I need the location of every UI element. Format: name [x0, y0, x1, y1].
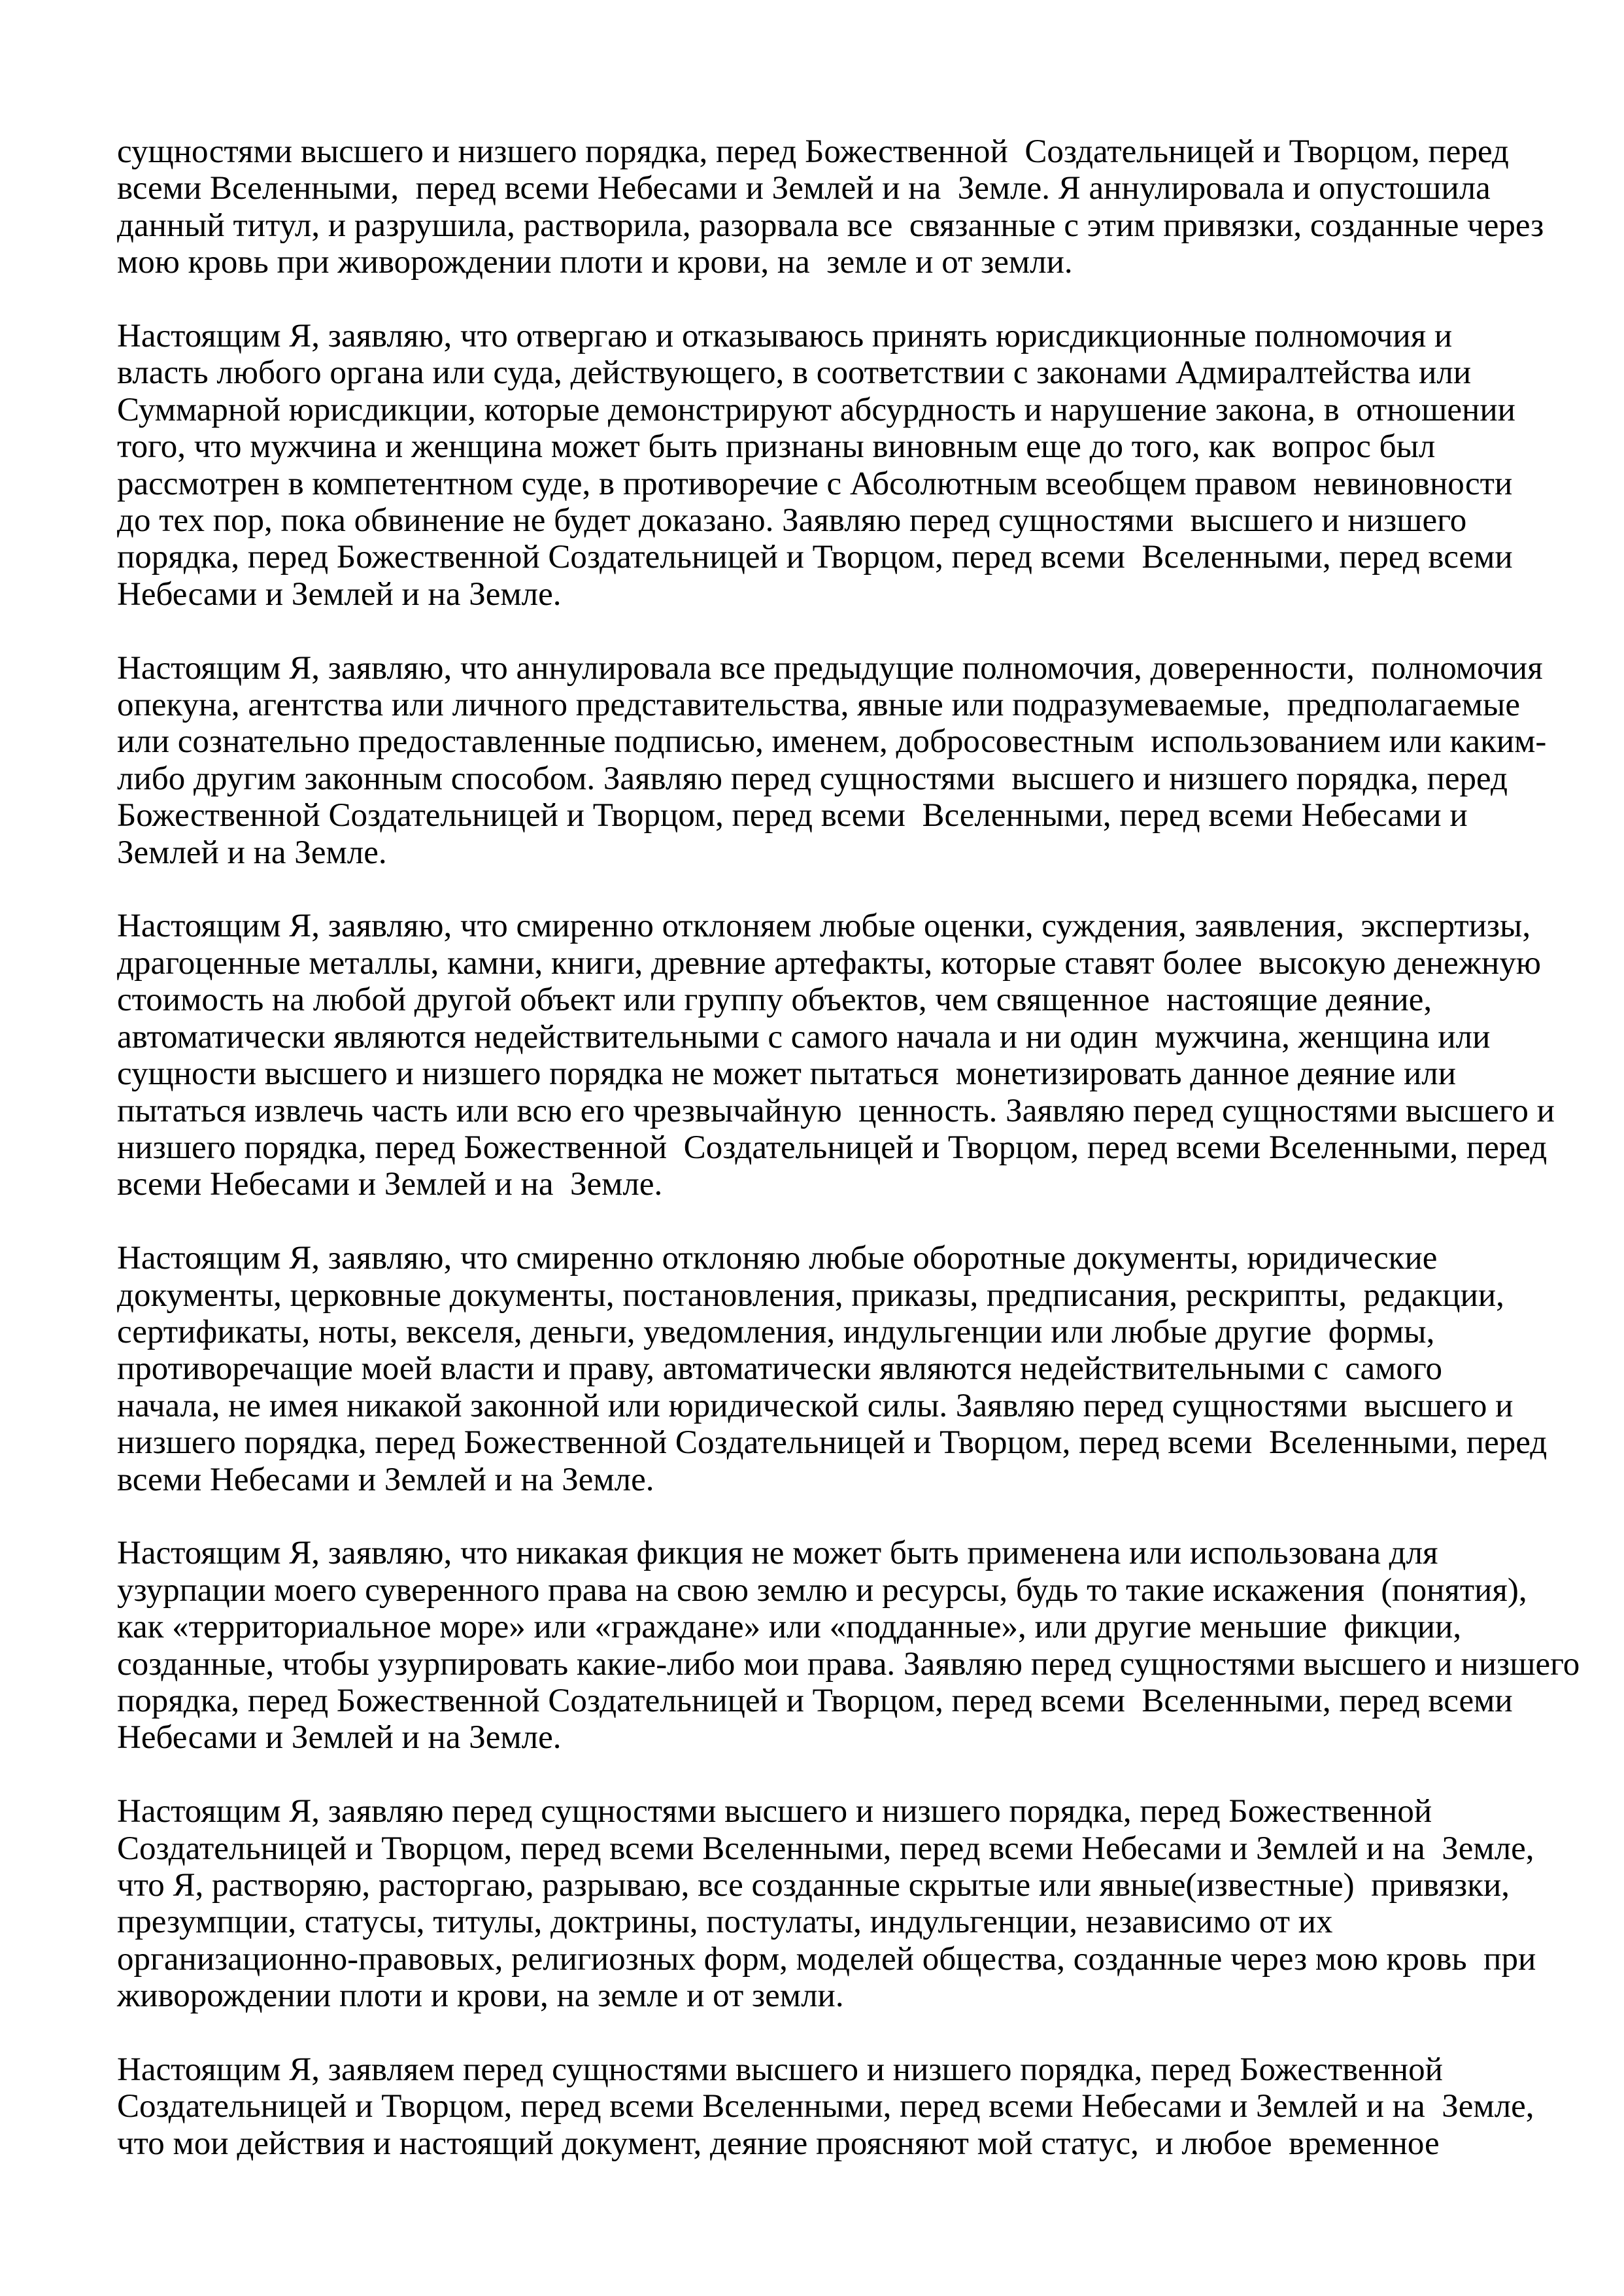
- paragraph: [117, 2051, 1534, 2162]
- text-line: данный титул, и разрушила, растворила, разорвала все связанные с этим привязки, созданные через: [117, 207, 1544, 244]
- text-line: либо другим законным способом. Заявляю перед сущностями высшего и низшего порядка, перед: [117, 760, 1508, 797]
- paragraph: [117, 1240, 1548, 1498]
- text-line: документы, церковные документы, постановления, приказы, предписания, рескрипты, редакции,: [117, 1277, 1504, 1314]
- text-line: порядка, перед Божественной Создательницей и Творцом, перед всеми Вселенными, перед всеми: [117, 1682, 1513, 1719]
- text-line: что Я, растворяю, расторгаю, разрываю, все созданные скрытые или явные(известные) привязки,: [117, 1867, 1510, 1904]
- text-line: что мои действия и настоящий документ, деяние проясняют мой статус, и любое временное: [117, 2125, 1440, 2162]
- text-line: презумпции, статусы, титулы, доктрины, постулаты, индульгенции, независимо от их: [117, 1904, 1333, 1941]
- paragraph: [117, 1535, 1580, 1756]
- text-line: живорождении плоти и крови, на земле и от земли.: [117, 1978, 844, 2015]
- text-line: пытаться извлечь часть или всю его чрезвычайную ценность. Заявляю перед сущностями высшего и: [117, 1092, 1555, 1129]
- paragraph: [117, 908, 1555, 1203]
- text-line: низшего порядка, перед Божественной Создательницей и Творцом, перед всеми Вселенными, перед: [117, 1424, 1548, 1462]
- text-line: Создательницей и Творцом, перед всеми Вселенными, перед всеми Небесами и Землей и на Земле,: [117, 1830, 1534, 1867]
- paragraph: [117, 318, 1526, 613]
- text-line: стоимость на любой другой объект или группу объектов, чем священное настоящие деяние,: [117, 982, 1432, 1019]
- text-line: сущностями высшего и низшего порядка, перед Божественной Создательницей и Творцом, перед: [117, 133, 1509, 170]
- text-line: власть любого органа или суда, действующего, в соответствии с законами Адмиралтейства или: [117, 354, 1472, 392]
- text-line: низшего порядка, перед Божественной Создательницей и Творцом, перед всеми Вселенными, перед: [117, 1129, 1548, 1166]
- text-line: Настоящим Я, заявляю, что смиренно отклоняю любые оборотные документы, юридические: [117, 1240, 1438, 1277]
- document-page: [117, 133, 1580, 2199]
- text-line: как «территориальное море» или «граждане» или «подданные», или другие меньшие фикции,: [117, 1609, 1462, 1646]
- text-line: Настоящим Я, заявляю, что отвергаю и отказываюсь принять юрисдикционные полномочия и: [117, 318, 1453, 355]
- text-line: всеми Вселенными, перед всеми Небесами и Землей и на Земле. Я аннулировала и опустошила: [117, 170, 1491, 207]
- text-line: всеми Небесами и Землей и на Земле.: [117, 1166, 663, 1203]
- text-line: мою кровь при живорождении плоти и крови, на земле и от земли.: [117, 244, 1073, 281]
- text-line: опекуна, агентства или личного представительства, явные или подразумеваемые, предполагаемые: [117, 687, 1520, 724]
- text-line: Суммарной юрисдикции, которые демонстрируют абсурдность и нарушение закона, в отношении: [117, 391, 1515, 428]
- text-line: до тех пор, пока обвинение не будет доказано. Заявляю перед сущностями высшего и низшего: [117, 502, 1467, 540]
- paragraph: [117, 133, 1544, 281]
- text-line: Настоящим Я, заявляю, что никакая фикция не может быть применена или использована для: [117, 1535, 1438, 1572]
- text-line: рассмотрен в компетентном суде, в противоречие с Абсолютным всеобщем правом невиновности: [117, 465, 1513, 502]
- text-line: противоречащие моей власти и праву, автоматически являются недействительными с самого: [117, 1350, 1443, 1388]
- paragraph: [117, 649, 1547, 871]
- text-line: узурпации моего суверенного права на свою землю и ресурсы, будь то такие искажения (понятия),: [117, 1571, 1527, 1609]
- text-line: драгоценные металлы, камни, книги, древние артефакты, которые ставят более высокую денежную: [117, 944, 1541, 982]
- text-line: Настоящим Я, заявляем перед сущностями высшего и низшего порядка, перед Божественной: [117, 2051, 1443, 2089]
- text-line: организационно-правовых, религиозных форм, моделей общества, созданные через мою кровь при: [117, 1940, 1536, 1978]
- text-line: того, что мужчина и женщина может быть признаны виновным еще до того, как вопрос был: [117, 428, 1436, 466]
- text-line: Настоящим Я, заявляю, что смиренно отклоняем любые оценки, суждения, заявления, экспертизы,: [117, 908, 1531, 945]
- text-line: Небесами и Землей и на Земле.: [117, 1719, 562, 1756]
- text-line: Создательницей и Творцом, перед всеми Вселенными, перед всеми Небесами и Землей и на Земле,: [117, 2088, 1534, 2125]
- text-line: всеми Небесами и Землей и на Земле.: [117, 1461, 654, 1498]
- text-line: порядка, перед Божественной Создательницей и Творцом, перед всеми Вселенными, перед всеми: [117, 539, 1513, 576]
- text-line: Божественной Создательницей и Творцом, перед всеми Вселенными, перед всеми Небесами и: [117, 797, 1468, 834]
- text-line: Небесами и Землей и на Земле.: [117, 575, 562, 613]
- text-line: Настоящим Я, заявляю перед сущностями высшего и низшего порядка, перед Божественной: [117, 1793, 1432, 1830]
- text-line: Настоящим Я, заявляю, что аннулировала все предыдущие полномочия, доверенности, полномочия: [117, 649, 1543, 687]
- text-line: сертификаты, ноты, векселя, деньги, уведомления, индульгенции или любые другие формы,: [117, 1313, 1435, 1350]
- text-line: сущности высшего и низшего порядка не может пытаться монетизировать данное деяние или: [117, 1055, 1457, 1093]
- text-line: начала, не имея никакой законной или юридической силы. Заявляю перед сущностями высшего и: [117, 1387, 1514, 1424]
- text-line: Землей и на Земле.: [117, 834, 387, 871]
- paragraph: [117, 1793, 1536, 2015]
- text-line: созданные, чтобы узурпировать какие-либо мои права. Заявляю перед сущностями высшего и низшего: [117, 1645, 1580, 1683]
- text-line: или сознательно предоставленные подписью, именем, добросовестным использованием или каким-: [117, 723, 1547, 761]
- text-line: автоматически являются недействительными с самого начала и ни один мужчина, женщина или: [117, 1018, 1491, 1055]
